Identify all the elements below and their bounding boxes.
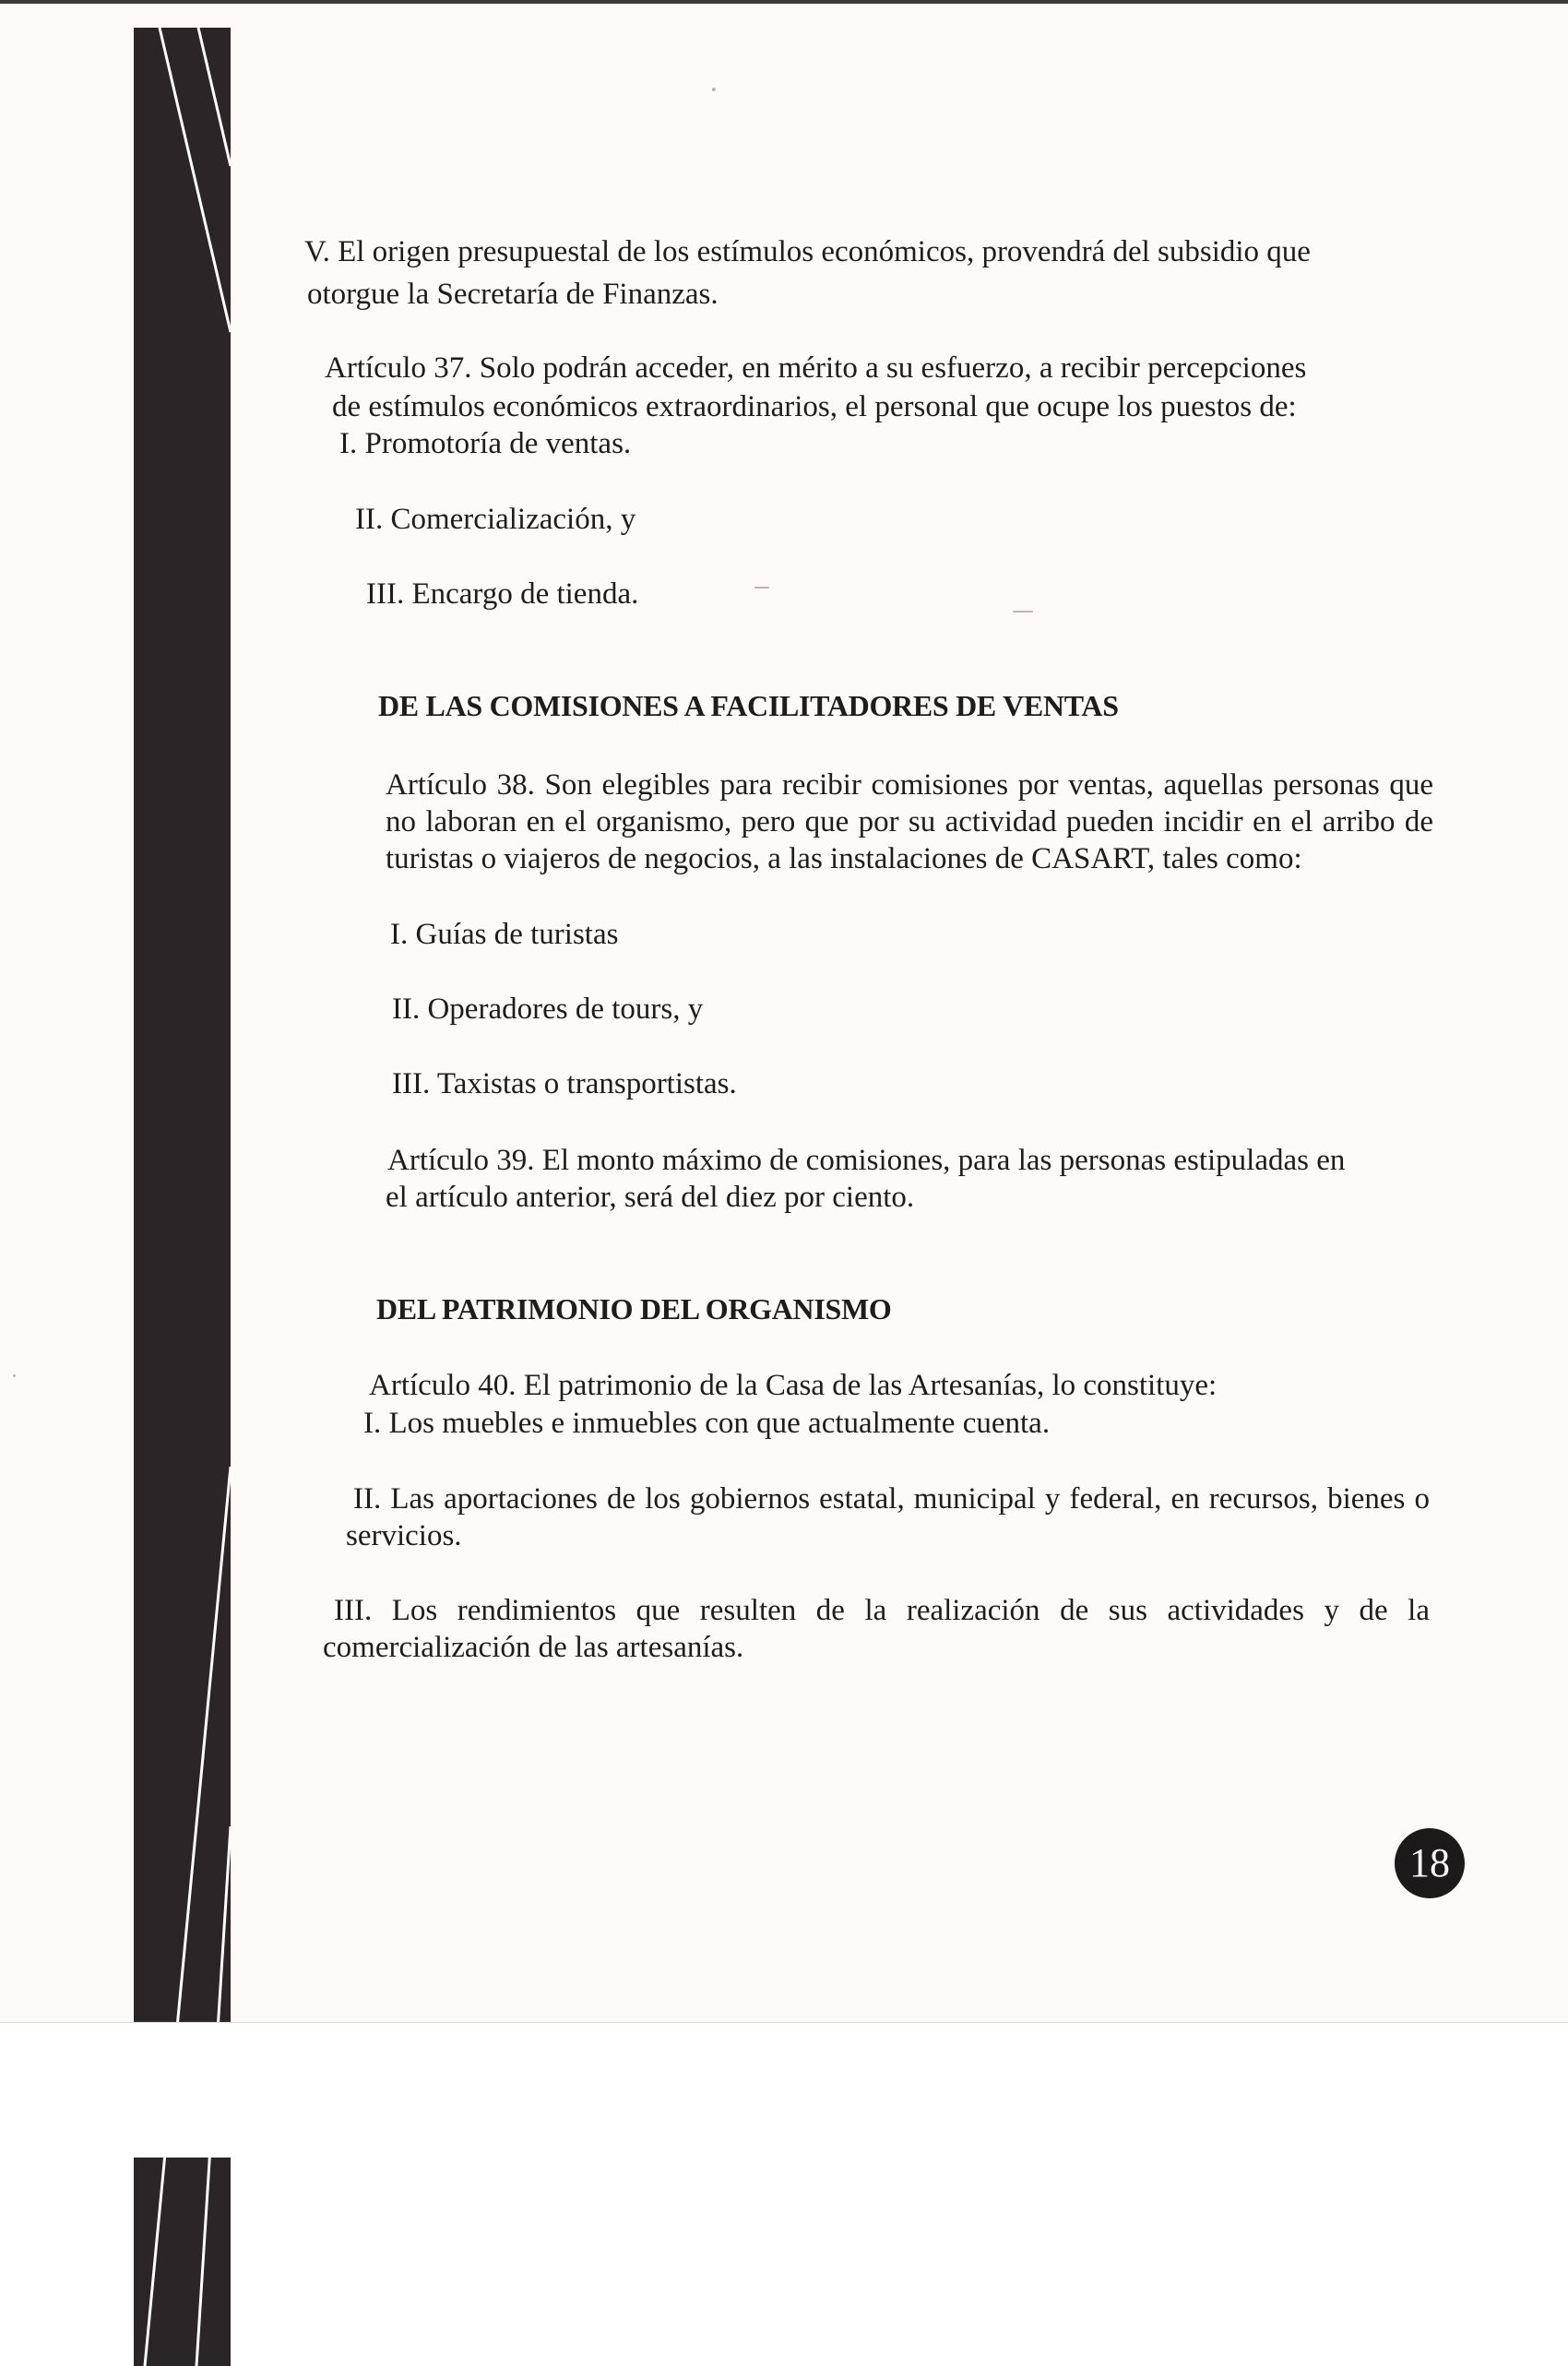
scan-speck (1013, 611, 1033, 612)
item-v-line-1: V. El origen presupuestal de los estímulos económicos, provendrá del subsidio que (304, 235, 1311, 268)
scan-speck (13, 1374, 16, 1377)
art37-line-2: de estímulos económicos extraordinarios, el personal que ocupe los puestos de: (332, 390, 1297, 423)
scan-speck (712, 88, 716, 91)
decorative-side-band (134, 28, 231, 2366)
side-band-graphic (134, 28, 231, 2366)
heading-comisiones: DE LAS COMISIONES A FACILITADORES DE VENTAS (378, 689, 1119, 722)
art38-item-1: I. Guías de turistas (390, 918, 619, 951)
art38-paragraph: Artículo 38. Son elegibles para recibir comisiones por ventas, aquellas personas que no laboran en el organismo, pero que por su actividad pueden incidir en el arribo de turistas o viajeros de negocios, a las instalaciones de CASART, tales como: (386, 768, 1433, 875)
art40-line-1: Artículo 40. El patrimonio de la Casa de las Artesanías, lo constituye: (369, 1369, 1218, 1402)
art39-line-2: el artículo anterior, será del diez por ciento. (386, 1181, 915, 1214)
art37-item-3: III. Encargo de tienda. (366, 577, 639, 611)
scan-bottom-margin (0, 2022, 1568, 2158)
art39-line-1: Artículo 39. El monto máximo de comisiones, para las personas estipuladas en (387, 1144, 1346, 1177)
art38-item-3: III. Taxistas o transportistas. (392, 1067, 737, 1100)
item-v-line-2: otorgue la Secretaría de Finanzas. (307, 278, 719, 311)
page-number-badge: 18 (1395, 1828, 1465, 1898)
art37-item-2: II. Comercialización, y (355, 503, 636, 536)
art40-item-2: II. Las aportaciones de los gobiernos estatal, municipal y federal, en recursos, bienes o servicios. (346, 1482, 1430, 1552)
art38-item-2: II. Operadores de tours, y (392, 993, 704, 1026)
scan-top-edge (0, 0, 1568, 4)
heading-patrimonio: DEL PATRIMONIO DEL ORGANISMO (376, 1292, 892, 1326)
art40-item-3: III. Los rendimientos que resulten de la realización de sus actividades y de la comercialización de las artesanías. (323, 1594, 1430, 1664)
art37-line-1: Artículo 37. Solo podrán acceder, en mérito a su esfuerzo, a recibir percepciones (325, 351, 1307, 385)
scan-speck (754, 587, 769, 589)
art40-item-1: I. Los muebles e inmuebles con que actualmente cuenta. (363, 1407, 1051, 1440)
art37-item-1: I. Promotoría de ventas. (339, 427, 632, 460)
